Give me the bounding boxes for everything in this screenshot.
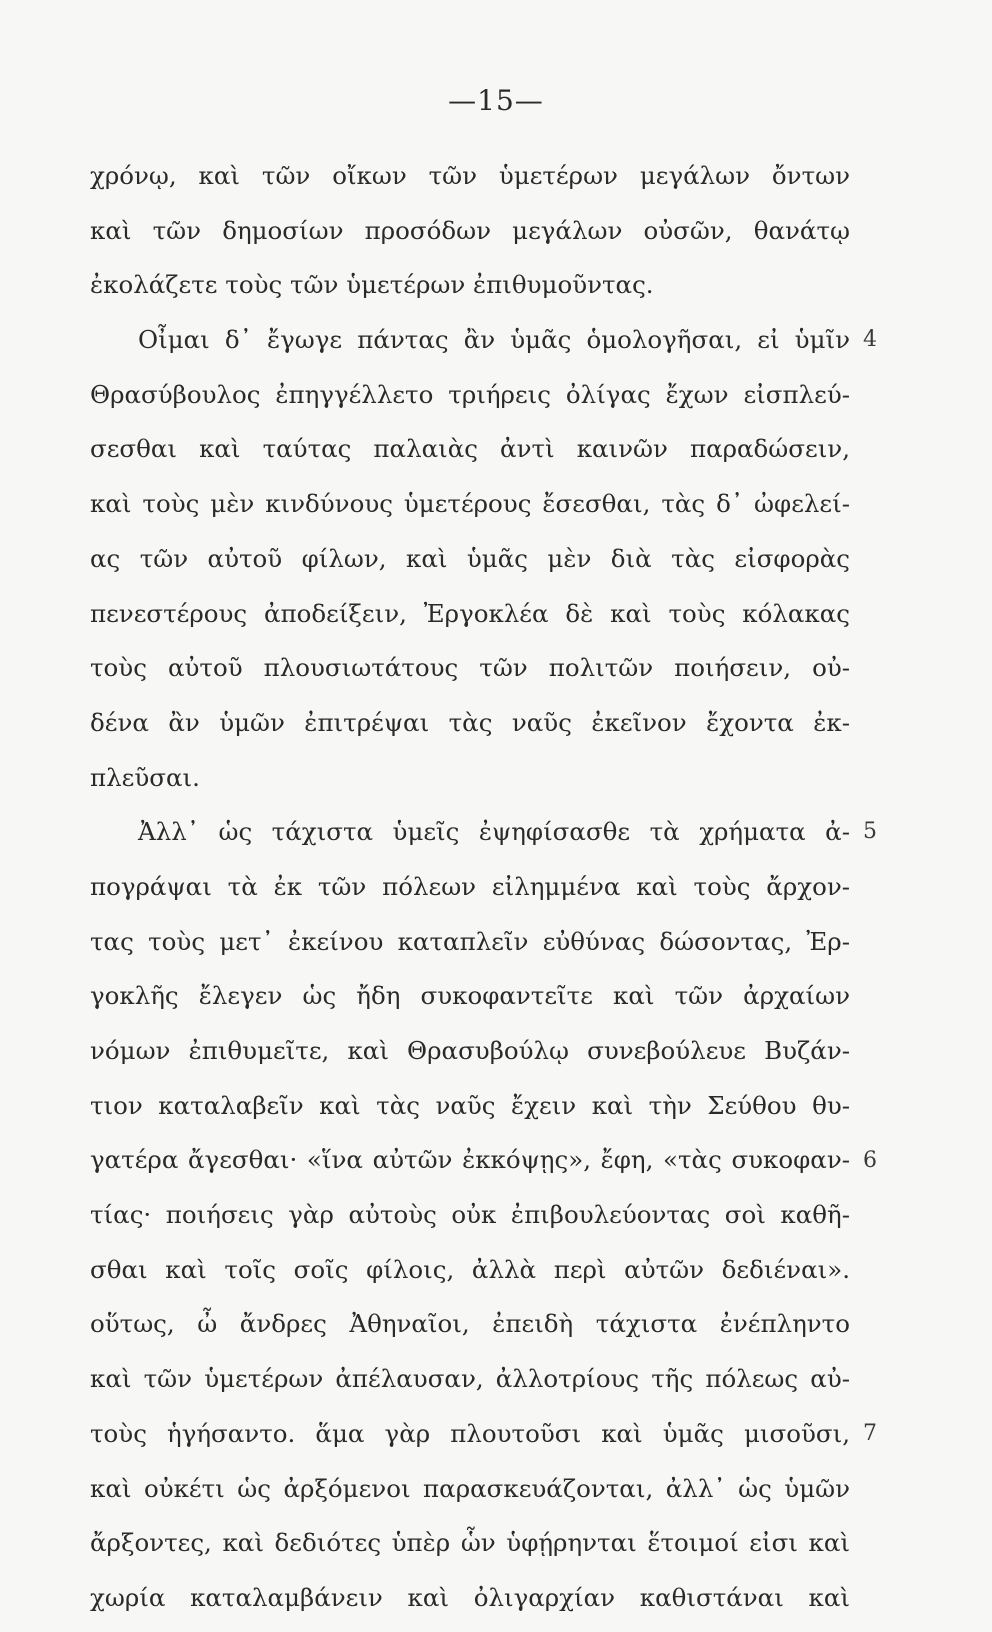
text-line: ἐκολάζετε τοὺς τῶν ὑμετέρων ἐπιθυμοῦντας.	[90, 270, 654, 300]
text-line: ας τῶν αὐτοῦ φίλων, καὶ ὑμᾶς μὲν διὰ τὰς εἰσφορὰς	[90, 543, 850, 573]
text-line: γατέρα ἄγεσθαι· «ἵνα αὐτῶν ἐκκόψῃς», ἔφη, «τὰς συκοφαν-	[90, 1145, 850, 1175]
page-number: —15—	[448, 84, 544, 117]
text-line: Ἀλλ᾽ ὡς τάχιστα ὑμεῖς ἐψηφίσασθε τὰ χρήματα ἀ-	[138, 817, 850, 847]
text-line: τιον καταλαβεῖν καὶ τὰς ναῦς ἔχειν καὶ τὴν Σεύθου θυ-	[90, 1090, 850, 1120]
text-line: πογράψαι τὰ ἐκ τῶν πόλεων εἰλημμένα καὶ τοὺς ἄρχον-	[90, 871, 850, 901]
text-line: πενεστέρους ἀποδείξειν, Ἐργοκλέα δὲ καὶ τοὺς κόλακας	[90, 598, 850, 628]
text-line: πλεῦσαι.	[90, 762, 200, 792]
text-line: καὶ τῶν ὑμετέρων ἀπέλαυσαν, ἀλλοτρίους τῆς πόλεως αὐ-	[90, 1364, 850, 1394]
text-line: καὶ οὐκέτι ὡς ἀρξόμενοι παρασκευάζονται, ἀλλ᾽ ὡς ὑμῶν	[90, 1473, 850, 1503]
text-line: χωρία καταλαμβάνειν καὶ ὀλιγαρχίαν καθιστάναι καὶ	[90, 1582, 850, 1612]
text-line: καὶ τῶν δημοσίων προσόδων μεγάλων οὐσῶν, θανάτῳ	[90, 215, 850, 245]
text-line: σεσθαι καὶ ταύτας παλαιὰς ἀντὶ καινῶν παραδώσειν,	[90, 434, 850, 464]
text-line: τας τοὺς μετ᾽ ἐκείνου καταπλεῖν εὐθύνας δώσοντας, Ἐρ-	[90, 926, 850, 956]
text-line: δένα ἂν ὑμῶν ἐπιτρέψαι τὰς ναῦς ἐκεῖνον ἔχοντα ἐκ-	[90, 707, 850, 737]
text-line: ἄρξοντες, καὶ δεδιότες ὑπὲρ ὧν ὑφῄρηνται ἕτοιμοί εἰσι καὶ	[90, 1528, 850, 1558]
text-line: γοκλῆς ἔλεγεν ὡς ἤδη συκοφαντεῖτε καὶ τῶν ἀρχαίων	[90, 981, 850, 1011]
section-number: 7	[863, 1421, 877, 1447]
text-line: οὕτως, ὦ ἄνδρες Ἀθηναῖοι, ἐπειδὴ τάχιστα ἐνέπληντο	[90, 1309, 850, 1339]
text-line: τοὺς αὐτοῦ πλουσιωτάτους τῶν πολιτῶν ποιήσειν, οὐ-	[90, 653, 850, 683]
text-line: νόμων ἐπιθυμεῖτε, καὶ Θρασυβούλῳ συνεβούλευε Βυζάν-	[90, 1036, 850, 1065]
text-line: χρόνῳ, καὶ τῶν οἴκων τῶν ὑμετέρων μεγάλων ὄντων	[90, 161, 850, 190]
text-line: τοὺς ἡγήσαντο. ἅμα γὰρ πλουτοῦσι καὶ ὑμᾶς μισοῦσι,	[90, 1418, 850, 1448]
body-text	[90, 155, 850, 1632]
section-number: 6	[863, 1147, 877, 1173]
text-line: καὶ τοὺς μὲν κινδύνους ὑμετέρους ἔσεσθαι, τὰς δ᾽ ὠφελεί-	[90, 489, 850, 519]
text-line: Οἶμαι δ᾽ ἔγωγε πάντας ἂν ὑμᾶς ὁμολογῆσαι, εἰ ὑμῖν	[138, 325, 850, 355]
text-line: σθαι καὶ τοῖς σοῖς φίλοις, ἀλλὰ περὶ αὐτῶν δεδιέναι».	[90, 1254, 850, 1284]
text-line: Θρασύβουλος ἐπηγγέλλετο τριήρεις ὀλίγας ἔχων εἰσπλεύ-	[90, 379, 850, 409]
text-line: τίας· ποιήσεις γὰρ αὐτοὺς οὐκ ἐπιβουλεύοντας σοὶ καθῆ-	[90, 1200, 850, 1230]
section-number: 4	[863, 327, 877, 353]
section-number: 5	[863, 819, 877, 845]
